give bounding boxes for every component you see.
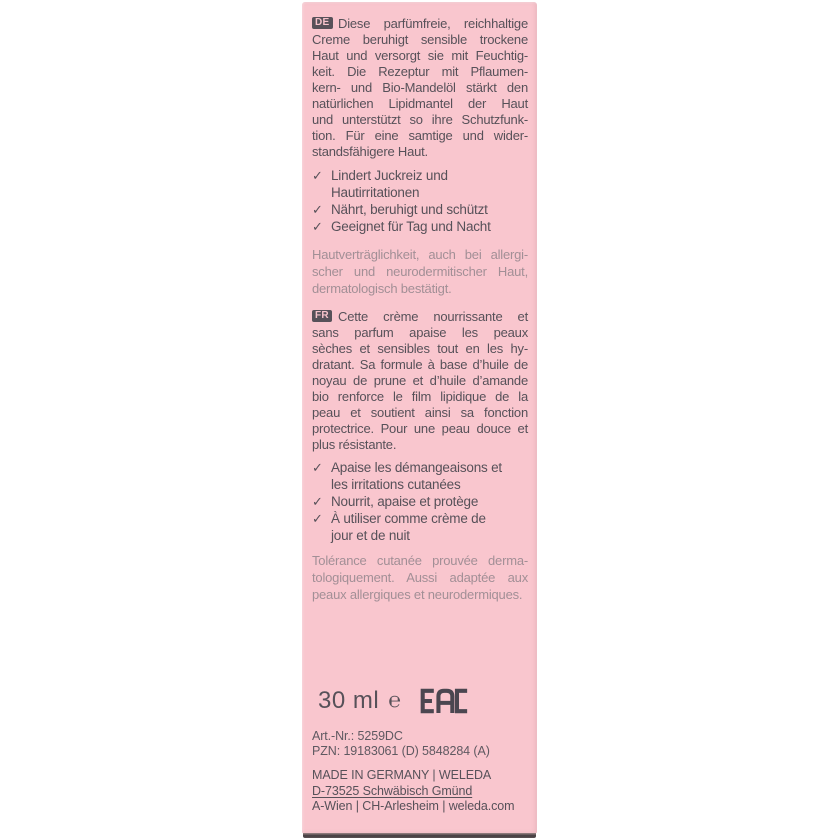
volume-label: 30 ml bbox=[318, 687, 380, 714]
checkmark-icon: ✓ bbox=[312, 511, 323, 526]
german-description-paragraph bbox=[312, 16, 528, 160]
article-number: Art.-Nr.: 5259DC bbox=[312, 729, 403, 743]
checkmark-icon: ✓ bbox=[312, 168, 323, 183]
pzn-number: PZN: 19183061 (D) 5848284 (A) bbox=[312, 744, 490, 758]
packaging-box-face bbox=[302, 2, 537, 833]
list-item bbox=[312, 167, 528, 201]
list-item-text: Apaise les démangeaisons et les irritations cutanées bbox=[331, 460, 502, 492]
german-dermatology-note bbox=[312, 246, 528, 297]
french-dermatology-note-text: Tolérance cutanée prouvée derma- tologiquement. Aussi adaptée aux peaux allergiques et neurodermiques. bbox=[312, 553, 528, 602]
checkmark-icon: ✓ bbox=[312, 494, 323, 509]
list-item bbox=[312, 510, 528, 544]
packaging-box-back bbox=[302, 2, 537, 838]
eac-conformity-mark-icon bbox=[419, 688, 469, 714]
checkmark-icon: ✓ bbox=[312, 460, 323, 475]
list-item-text: Nährt, beruhigt und schützt bbox=[331, 202, 488, 217]
manufacturer-address: D-73525 Schwäbisch Gmünd bbox=[312, 783, 473, 798]
list-item bbox=[312, 459, 528, 493]
list-item bbox=[312, 493, 528, 510]
article-number-block bbox=[312, 729, 528, 759]
german-benefits-list bbox=[312, 167, 528, 235]
french-description-paragraph bbox=[312, 309, 528, 453]
volume-row bbox=[312, 687, 528, 715]
manufacturer-block bbox=[312, 768, 528, 815]
german-dermatology-note-text: Hautverträglichkeit, auch bei allergi- scher und neurodermitischer Haut, dermatologisch bestätigt. bbox=[312, 247, 528, 296]
box-bottom-edge bbox=[303, 833, 536, 838]
list-item-text: Nourrit, apaise et protège bbox=[331, 494, 479, 509]
list-item-text: À utiliser comme crème de jour et de nuit bbox=[331, 511, 486, 543]
list-item bbox=[312, 201, 528, 218]
german-description-text: Diese parfümfreie, reichhaltige Creme beruhigt sensible trockene Haut und versorgt sie mit Feuchtig- keit. Die Rezeptur mit Pflaumen- kern- und Bio-Mandelöl stärkt den natürlichen Lipidmantel der Haut und unterstützt so ihre Schutzfunk- tion. Für eine samtige und wider- standsfähigere Haut. bbox=[312, 16, 528, 159]
french-dermatology-note bbox=[312, 552, 528, 603]
checkmark-icon: ✓ bbox=[312, 219, 323, 234]
estimated-sign: ℮ bbox=[388, 689, 401, 712]
language-badge-fr: FR bbox=[312, 310, 332, 322]
list-item bbox=[312, 218, 528, 235]
list-item-text: Geeignet für Tag und Nacht bbox=[331, 219, 491, 234]
checkmark-icon: ✓ bbox=[312, 202, 323, 217]
french-section bbox=[312, 309, 528, 603]
list-item-text: Lindert Juckreiz und Hautirritationen bbox=[331, 168, 448, 200]
made-in-line: MADE IN GERMANY | WELEDA bbox=[312, 768, 492, 782]
french-benefits-list bbox=[312, 459, 528, 544]
language-badge-de: DE bbox=[312, 17, 333, 29]
french-description-text: Cette crème nourrissante et sans parfum apaise les peaux sèches et sensibles tout en les hy- dratant. Sa formule à base d’huile de noyau de prune et d’huile d’amande bio renforce le film lipidique de la peau et soutient ainsi sa fonction protectrice. Pour une peau douce et plus résistante. bbox=[312, 309, 528, 452]
manufacturer-locations: A-Wien | CH-Arlesheim | weleda.com bbox=[312, 799, 515, 813]
